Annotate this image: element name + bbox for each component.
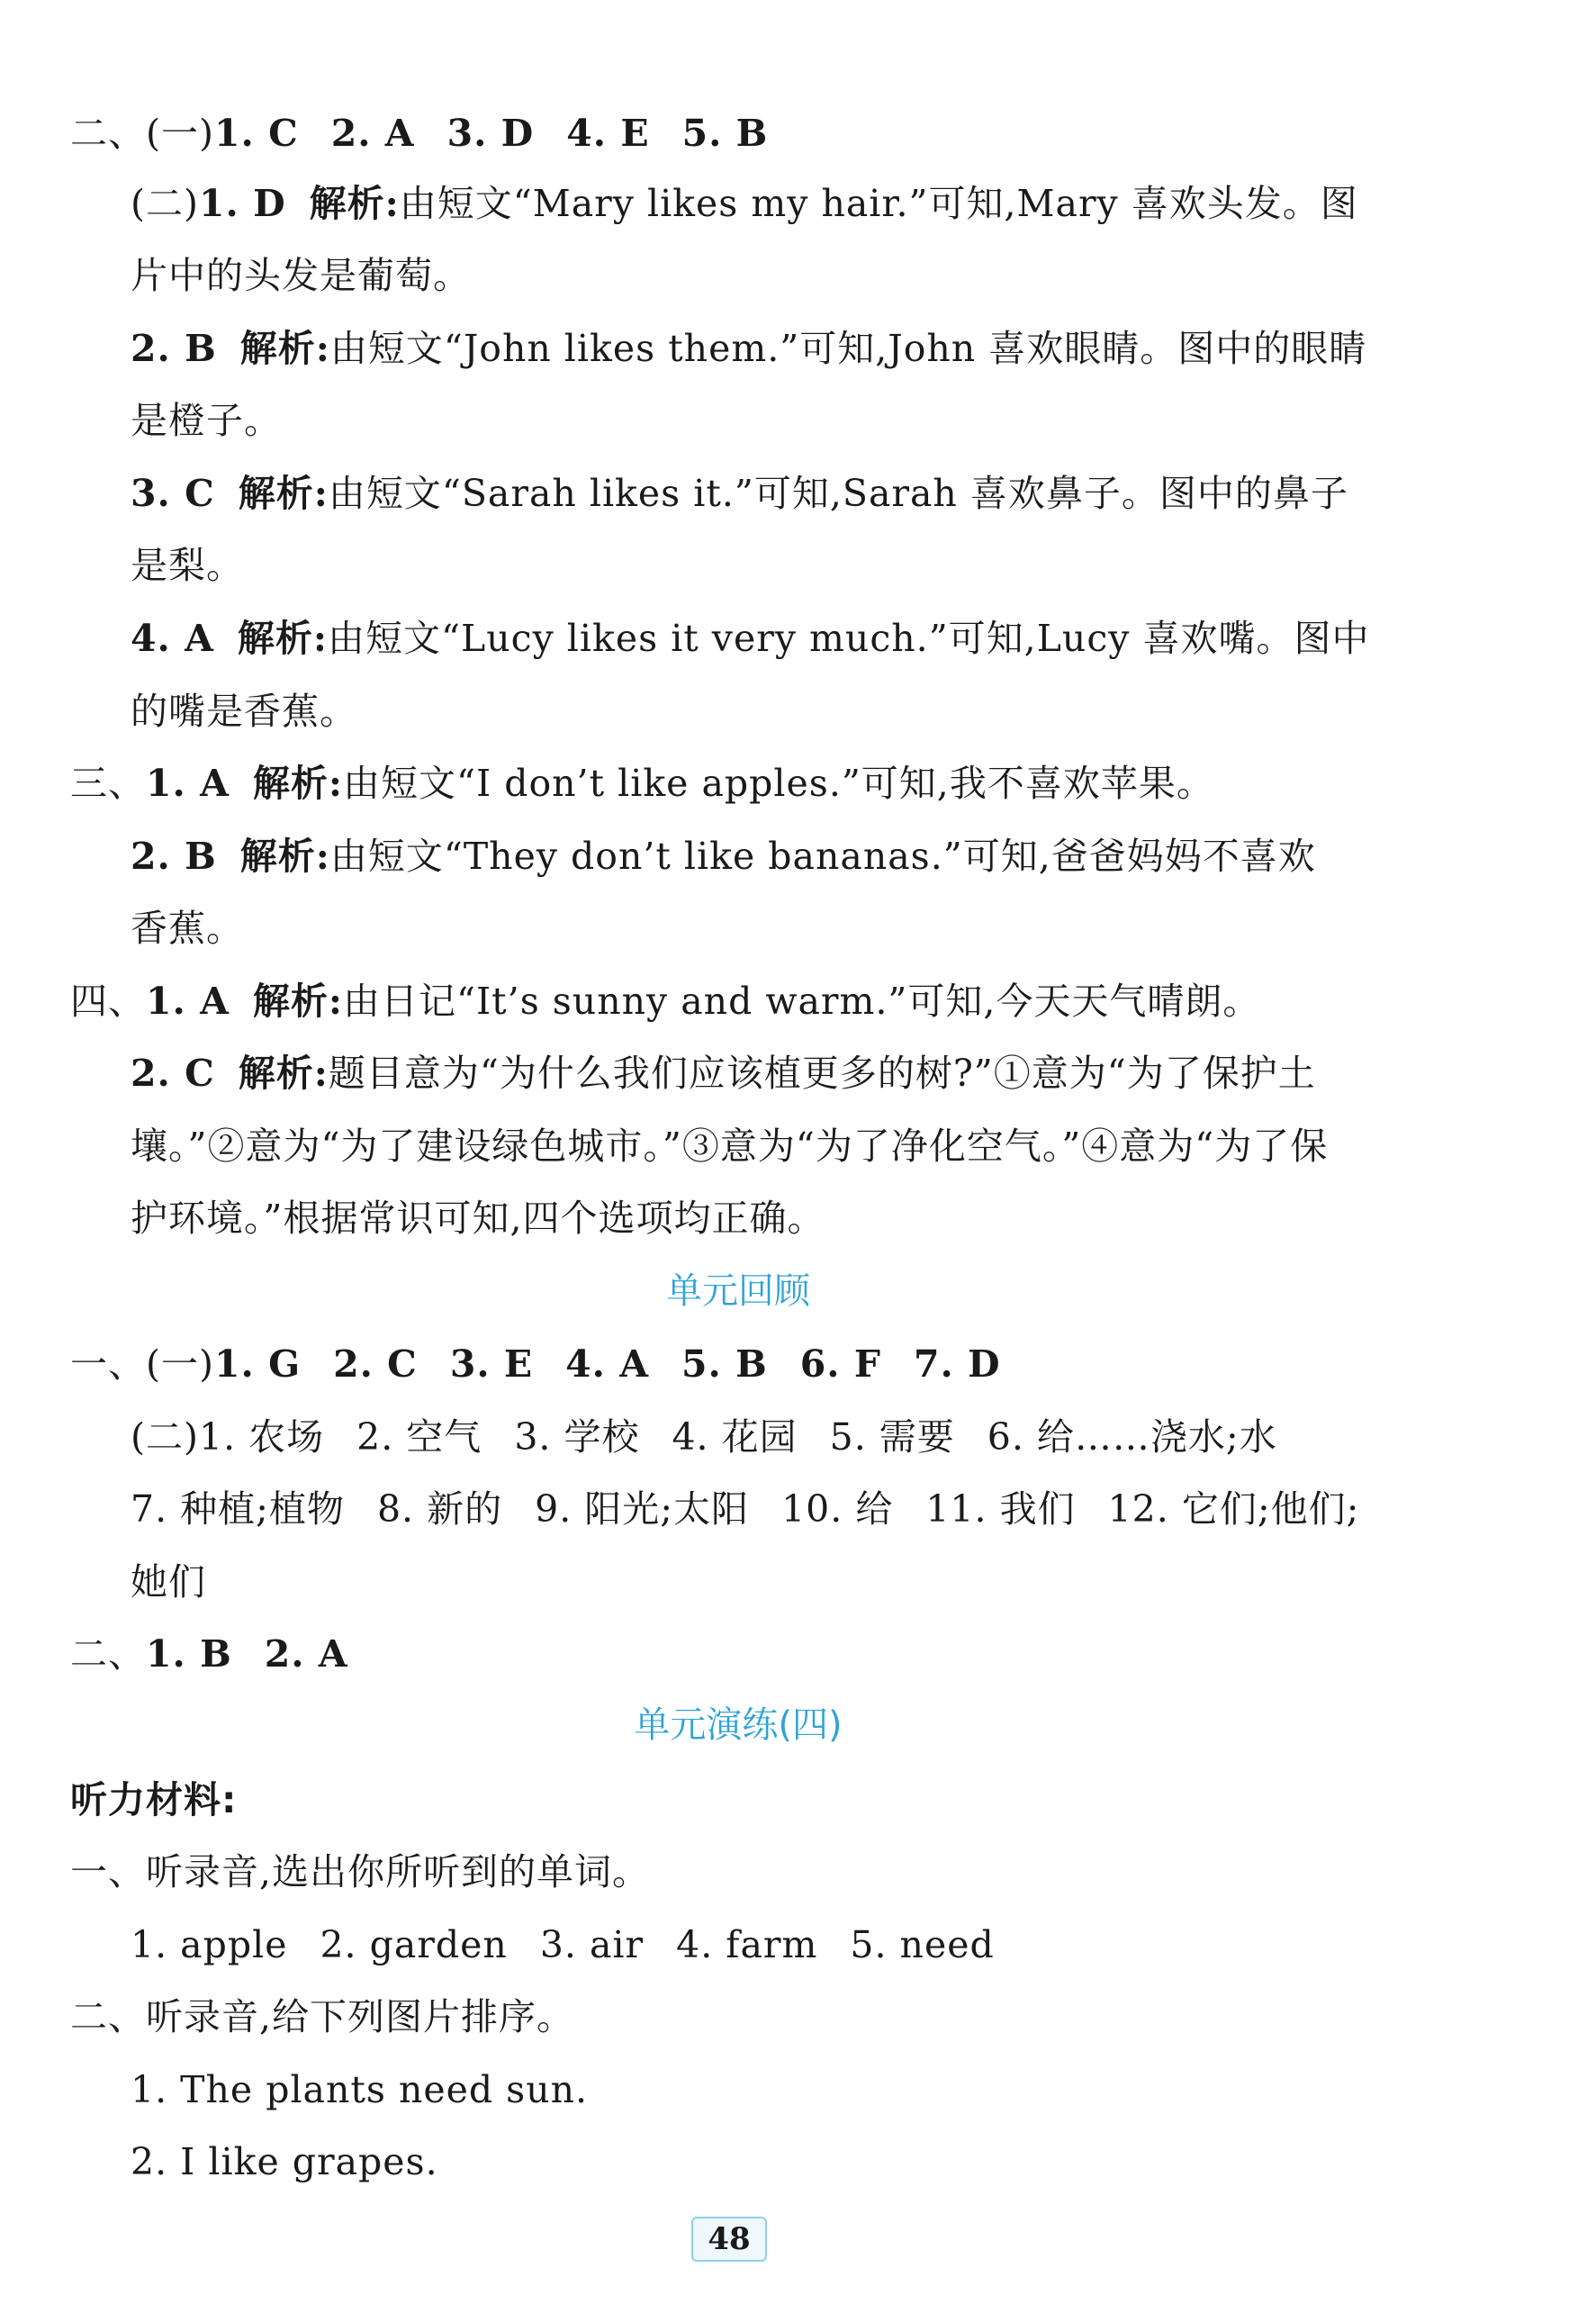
analysis-text: 由短文“Mary likes my hair.”可知,Mary 喜欢头发。图 [399,182,1358,225]
answer-item: 5. B [681,112,769,155]
drill-heading: 单元演练(四) [634,1704,843,1746]
answer-item: 3. E [449,1342,534,1386]
analysis-text: 由短文“John likes them.”可知,John 喜欢眼睛。图中的眼睛 [329,327,1367,370]
answer-number: 4. A [131,617,214,660]
review-part3-answers [70,1627,348,1681]
section2-q1-line1 [131,176,1358,230]
answer-item: 2. A [330,112,415,155]
review-part2-row3 [131,1555,206,1609]
analysis-text: 护环境。”根据常识可知,四个选项均正确。 [131,1197,825,1240]
section3-q2-line1 [131,829,1316,883]
page-number: 48 [691,2217,767,2262]
analysis-label: 解析: [238,1052,329,1095]
analysis-text: 片中的头发是葡萄。 [131,254,471,297]
answer-number: 2. B [131,835,217,878]
section2-q3-line1 [131,466,1348,520]
section2-q4-line2 [131,684,357,738]
analysis-label: 解析: [239,835,330,878]
answer-number: 1. A [146,762,230,805]
analysis-label: 解析: [252,762,344,805]
analysis-text: 题目意为“为什么我们应该植更多的树?”①意为“为了保护土 [328,1052,1316,1095]
vocab-item: 1. 农场 [199,1415,325,1459]
analysis-text: 由短文“Sarah likes it.”可知,Sarah 喜欢鼻子。图中的鼻子 [328,472,1348,515]
subsection-prefix: (二) [131,1415,199,1459]
vocab-item: 9. 阳光;太阳 [535,1487,750,1531]
answer-number: 2. B [131,327,217,370]
analysis-text: 由日记“It’s sunny and warm.”可知,今天天气晴朗。 [343,980,1261,1023]
listening-sentence: 1. The plants need sun. [131,2068,589,2111]
section2-q1-line2 [131,248,471,303]
vocab-item: 6. 给……浇水;水 [987,1415,1277,1459]
listening-word: 3. air [539,1923,645,1966]
analysis-label: 解析: [309,182,400,225]
section3-q1 [70,756,1214,810]
analysis-label: 解析: [239,327,330,370]
answer-item: 4. E [566,112,650,155]
listening-word: 4. farm [676,1923,818,1966]
review-part2-row1 [131,1410,1277,1464]
answer-item: 2. C [333,1342,418,1386]
vocab-item: 3. 学校 [514,1415,640,1459]
analysis-text: 香蕉。 [131,907,244,950]
answer-item: 1. G [214,1342,302,1386]
vocab-item: 7. 种植;植物 [131,1487,345,1531]
vocab-item: 11. 我们 [925,1487,1076,1531]
review-part1-answers [70,1337,1001,1391]
answer-item: 2. A [264,1632,348,1676]
analysis-text: 是橙子。 [131,399,282,442]
section4-q2-line1 [131,1046,1316,1100]
analysis-text: 由短文“They don’t like bananas.”可知,爸爸妈妈不喜欢 [329,835,1316,878]
review-part2-row2 [131,1482,1359,1536]
vocab-item: 12. 它们;他们; [1107,1487,1360,1531]
listening-sentence: 2. I like grapes. [131,2140,438,2183]
answer-number: 3. C [131,472,215,515]
answer-number: 1. A [146,980,230,1023]
analysis-label: 解析: [238,472,329,515]
review-heading: 单元回顾 [666,1270,810,1312]
analysis-text: 由短文“Lucy likes it very much.”可知,Lucy 喜欢嘴。图中 [328,617,1370,660]
subsection-prefix: (二) [131,182,199,225]
vocab-item: 8. 新的 [376,1487,503,1531]
answer-number: 1. D [199,182,286,225]
listening-section1-title: 一、听录音,选出你所听到的单词。 [70,1850,651,1893]
answer-item: 3. D [446,112,535,155]
section-prefix: 二、(一) [70,112,214,155]
section-prefix: 一、(一) [70,1342,214,1386]
listening-section1-items [131,1918,995,1972]
answer-number: 2. C [131,1052,215,1095]
section2-q2-line1 [131,321,1366,375]
listening-word: 1. apple [131,1923,288,1966]
analysis-text: 由短文“I don’t like apples.”可知,我不喜欢苹果。 [343,762,1214,805]
section4-q2-line3 [131,1191,825,1245]
analysis-text: 是梨。 [131,544,244,587]
section2-part1-answers [70,106,768,160]
section3-q2-line2 [131,901,244,955]
answer-item: 7. D [913,1342,1001,1386]
answer-item: 4. A [565,1342,650,1386]
listening-word: 2. garden [320,1923,508,1966]
analysis-text: 的嘴是香蕉。 [131,690,357,733]
vocab-item: 她们 [131,1560,206,1604]
answer-item: 6. F [799,1342,881,1386]
answer-item: 5. B [681,1342,768,1386]
vocab-item: 10. 给 [781,1487,894,1531]
section-prefix: 三、 [70,762,146,805]
section4-q2-line2 [131,1119,1328,1173]
vocab-item: 2. 空气 [356,1415,482,1459]
listening-title: 听力材料: [70,1778,238,1821]
vocab-item: 4. 花园 [672,1415,798,1459]
answer-item: 1. C [214,112,299,155]
analysis-text: 壤。”②意为“为了建设绿色城市。”③意为“为了净化空气。”④意为“为了保 [131,1125,1329,1168]
analysis-label: 解析: [237,617,329,660]
section2-q4-line1 [131,611,1370,665]
section-prefix: 二、 [70,1632,146,1676]
listening-section2-title: 二、听录音,给下列图片排序。 [70,1995,575,2038]
section2-q2-line2 [131,393,282,447]
listening-word: 5. need [850,1923,995,1966]
section4-q1 [70,974,1260,1028]
section2-q3-line2 [131,538,244,592]
section-prefix: 四、 [70,980,146,1023]
analysis-label: 解析: [252,980,344,1023]
vocab-item: 5. 需要 [829,1415,955,1459]
answer-item: 1. B [146,1632,232,1676]
